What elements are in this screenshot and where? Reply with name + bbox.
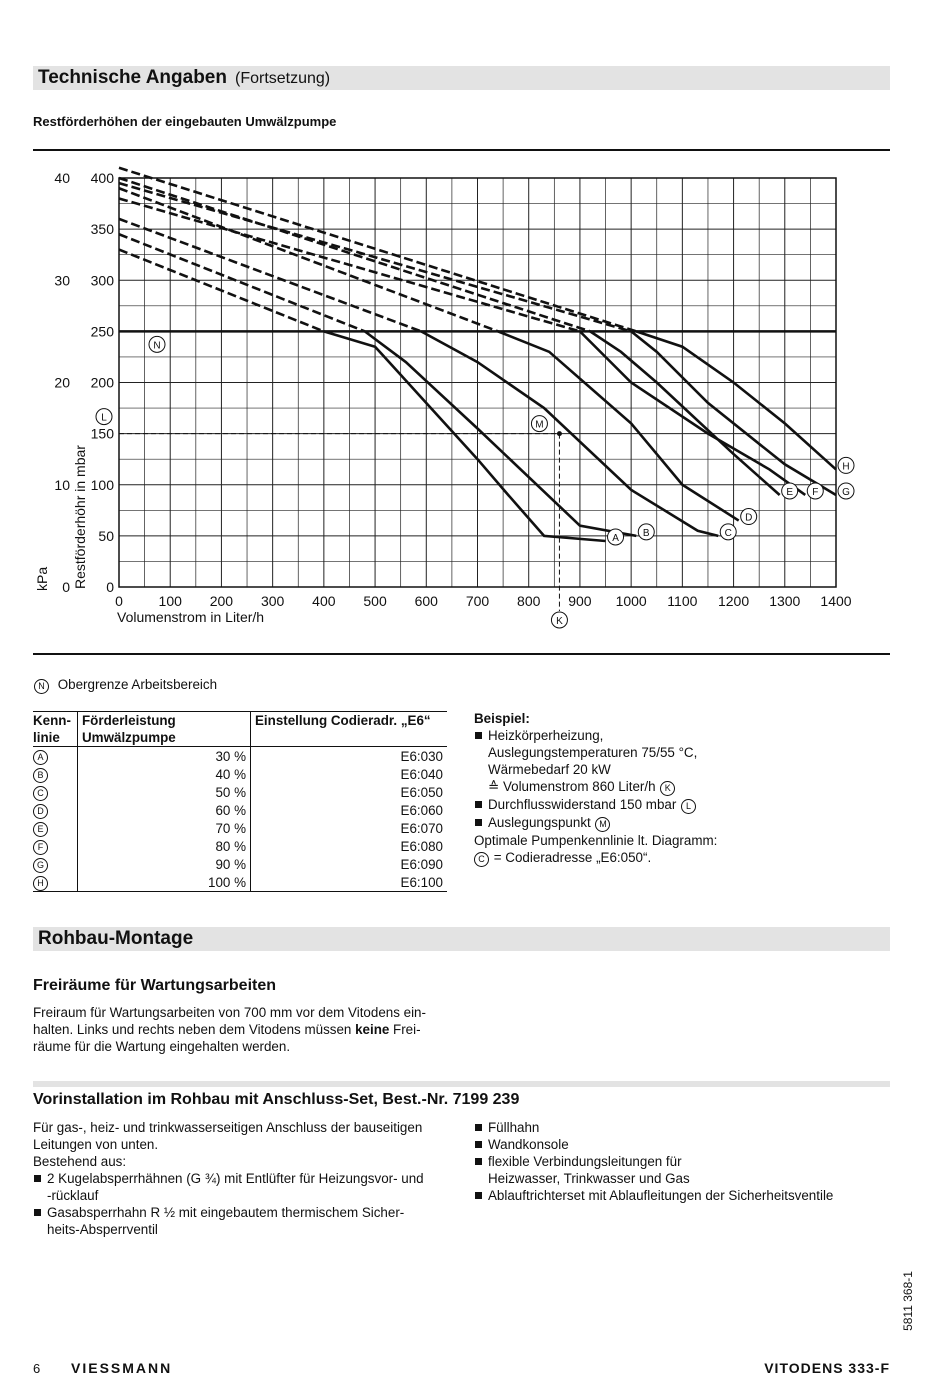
left-list-item-line: Gasabsperrhahn R ½ mit eingebautem thermischem Sicher- — [47, 1205, 405, 1220]
vorinstallation-rule — [33, 1081, 890, 1087]
chart-top-rule — [33, 149, 890, 151]
title-text: Technische Angaben — [38, 67, 227, 88]
series-b-mark-label: B — [642, 527, 650, 539]
example-point-mark-label: M — [535, 419, 544, 431]
example-item-1-line-3: Wärmebedarf 20 kW — [488, 762, 611, 777]
series-a-mark-label: A — [612, 532, 619, 544]
x-tick-label: 600 — [414, 593, 438, 609]
x-tick-label: 800 — [517, 593, 541, 609]
table-row — [33, 783, 447, 801]
brand-logo: VIESSMANN — [71, 1360, 173, 1376]
section-rohbau-title: Rohbau-Montage — [38, 928, 194, 949]
y-tick-label: 250 — [90, 323, 114, 340]
row-mark-circle: B — [33, 768, 48, 783]
y-tick-label: 100 — [90, 476, 114, 493]
left-list-item-line: heits-Absperrventil — [47, 1222, 158, 1237]
volume-text: ≙ Volumenstrom 860 Liter/h — [488, 779, 656, 794]
row-mark — [33, 855, 78, 873]
legend-n-mark: N — [34, 679, 49, 694]
kennlinie-table-wrap — [33, 711, 447, 892]
freiraeume-line-3: räume für die Wartung eingehalten werden. — [33, 1039, 291, 1054]
series-c-dashed — [119, 219, 421, 331]
freiraeume-line-2-b: Frei- — [389, 1022, 421, 1037]
row-mark — [33, 873, 78, 892]
row-mark-circle: E — [33, 822, 48, 837]
x-tick-label: 900 — [568, 593, 592, 609]
vorinstallation-intro-1: Für gas-, heiz- und trinkwasserseitigen Anschluss der bauseitigen — [33, 1120, 423, 1135]
y2-tick-label: 30 — [54, 272, 70, 289]
row-code: E6:070 — [400, 820, 443, 836]
y2-tick-label: 20 — [54, 374, 70, 391]
example-title: Beispiel: — [474, 711, 530, 726]
mark-c: C — [474, 852, 489, 867]
example-conclusion-2 — [474, 849, 894, 867]
row-code: E6:050 — [400, 784, 443, 800]
example-item-3 — [474, 814, 894, 832]
example-conclusion-1: Optimale Pumpenkennlinie lt. Diagramm: — [474, 833, 718, 848]
row-code: E6:060 — [400, 802, 443, 818]
row-mark-circle: G — [33, 858, 48, 873]
table-row — [33, 855, 447, 873]
limit-line-mark-label: N — [153, 340, 161, 352]
header-bar — [33, 66, 890, 90]
legend-n — [33, 676, 217, 694]
mark-l: L — [681, 799, 696, 814]
y-tick-label: 350 — [90, 221, 114, 238]
product-name: VITODENS 333-F — [764, 1360, 890, 1376]
y-tick-label: 150 — [90, 425, 114, 442]
y2-tick-label: 40 — [54, 170, 70, 186]
series-c-mark-label: C — [724, 527, 732, 539]
freiraeume-text — [33, 1004, 463, 1055]
table-row — [33, 837, 447, 855]
freiraeume-line-1: Freiraum für Wartungsarbeiten von 700 mm vor dem Vitodens ein- — [33, 1005, 426, 1020]
example-block — [474, 710, 894, 867]
y-tick-label: 200 — [90, 374, 114, 391]
vorinstallation-intro-3: Bestehend aus: — [33, 1154, 127, 1169]
y-tick-label: 300 — [90, 272, 114, 289]
row-mark — [33, 747, 78, 766]
series-b-dashed — [119, 234, 365, 331]
row-code: E6:040 — [400, 766, 443, 782]
mark-m: M — [595, 817, 610, 832]
th-einstellung: Einstellung Codieradr. „E6“ — [255, 713, 431, 728]
row-pct: 50 % — [78, 783, 251, 801]
th-kennlinie: Kenn- linie — [33, 713, 71, 745]
example-point — [557, 431, 562, 436]
doc-number-wrap — [897, 1268, 917, 1340]
x-tick-label: 400 — [312, 593, 336, 609]
row-pct: 90 % — [78, 855, 251, 873]
series-h-dashed — [119, 168, 636, 332]
title-subtitle: (Fortsetzung) — [234, 70, 331, 87]
example-item-3-text: Auslegungspunkt — [488, 815, 591, 830]
mark-k: K — [660, 781, 675, 796]
row-pct: 30 % — [78, 747, 251, 766]
x-axis-label: Volumenstrom in Liter/h — [117, 609, 265, 625]
example-item-1-line-1: Heizkörperheizung, — [488, 728, 604, 743]
y2-axis-label: kPa — [34, 566, 50, 591]
right-list-item — [474, 1153, 894, 1187]
chart-heading: Restförderhöhen der eingebauten Umwälzpumpe — [33, 114, 337, 129]
example-item-1-line-4 — [488, 778, 894, 796]
example-item-1 — [474, 727, 894, 796]
left-list-item — [33, 1204, 463, 1238]
table-row — [33, 747, 447, 766]
x-tick-label: 700 — [465, 593, 490, 609]
x-tick-label: 300 — [260, 593, 285, 609]
vorinstallation-left-list — [33, 1170, 463, 1238]
row-mark — [33, 783, 78, 801]
right-list-item-line: Wandkonsole — [488, 1137, 569, 1152]
example-conclusion-2-text: = Codieradresse „E6:050“. — [493, 850, 652, 865]
right-list-item-line: flexible Verbindungsleitungen für — [488, 1154, 682, 1169]
x-tick-label: 1300 — [769, 593, 801, 609]
y-axis-label: Restförderhöhr in mbar — [72, 445, 88, 589]
y-tick-label: 50 — [98, 527, 114, 544]
example-y-mark-label: L — [101, 412, 107, 424]
row-mark-circle: C — [33, 786, 48, 801]
row-pct: 60 % — [78, 801, 251, 819]
left-list-item-line: 2 Kugelabsperrhähnen (G ¾) mit Entlüfter für Heizungsvor- und — [47, 1171, 424, 1186]
th-foerderleistung: Förderleistung Umwälzpumpe — [78, 712, 251, 747]
example-item-1-line-2: Auslegungstemperaturen 75/55 °C, — [488, 745, 698, 760]
x-tick-label: 200 — [209, 593, 234, 609]
freiraeume-line-2-bold: keine — [355, 1022, 390, 1037]
row-mark — [33, 837, 78, 855]
series-e-mark-label: E — [786, 486, 794, 498]
row-pct: 80 % — [78, 837, 251, 855]
chart-bottom-rule — [33, 653, 890, 655]
y-tick-label: 0 — [106, 579, 114, 595]
x-tick-label: 0 — [115, 593, 123, 609]
x-tick-label: 1100 — [667, 593, 698, 609]
row-mark-circle: F — [33, 840, 48, 855]
table-row — [33, 801, 447, 819]
y2-tick-label: 0 — [62, 579, 70, 595]
row-code: E6:100 — [400, 874, 443, 890]
page-title — [33, 66, 890, 91]
table-row — [33, 873, 447, 892]
right-list-item-line: Füllhahn — [488, 1120, 540, 1135]
series-g-mark-label: G — [842, 486, 850, 498]
x-tick-label: 500 — [363, 593, 387, 609]
freiraeume-line-2 — [33, 1021, 463, 1038]
x-tick-label: 100 — [158, 593, 182, 609]
example-item-2 — [474, 796, 894, 814]
series-f-mark-label: F — [812, 486, 819, 498]
row-pct: 100 % — [78, 873, 251, 892]
x-tick-label: 1200 — [717, 593, 750, 609]
right-list-item-line: Heizwasser, Trinkwasser und Gas — [488, 1171, 690, 1186]
right-list-item-line: Ablauftrichterset mit Ablaufleitungen der Sicherheitsventile — [488, 1188, 834, 1203]
example-item-2-text: Durchflusswiderstand 150 mbar — [488, 797, 677, 812]
freiraeume-title: Freiräume für Wartungsarbeiten — [33, 977, 277, 994]
x-tick-label: 1000 — [615, 593, 647, 609]
example-x-mark-label: K — [556, 616, 563, 627]
legend-n-text: Obergrenze Arbeitsbereich — [57, 677, 218, 692]
vorinstallation-intro-2: Leitungen von unten. — [33, 1137, 159, 1152]
left-list-item — [33, 1170, 463, 1204]
row-mark — [33, 801, 78, 819]
series-d-mark-label: D — [745, 512, 753, 524]
row-mark-circle: A — [33, 750, 48, 765]
row-code: E6:080 — [400, 838, 443, 854]
y-tick-label: 400 — [90, 170, 114, 186]
vorinstallation-right-list — [474, 1119, 894, 1204]
table-row — [33, 819, 447, 837]
kennlinie-table — [33, 711, 447, 892]
row-mark-circle: H — [33, 876, 48, 891]
right-list-item — [474, 1187, 894, 1204]
row-pct: 70 % — [78, 819, 251, 837]
page-number: 6 — [33, 1361, 41, 1376]
row-mark — [33, 765, 78, 783]
y2-tick-label: 10 — [54, 476, 70, 493]
row-code: E6:090 — [400, 856, 443, 872]
right-list-item — [474, 1119, 894, 1136]
row-mark-circle: D — [33, 804, 48, 819]
right-list-item — [474, 1136, 894, 1153]
row-mark — [33, 819, 78, 837]
row-pct: 40 % — [78, 765, 251, 783]
pump-curve-chart — [0, 160, 950, 640]
vorinstallation-left — [33, 1119, 463, 1238]
doc-number: 5811 368-1 — [901, 1271, 915, 1331]
series-h-mark-label: H — [842, 461, 850, 473]
series-d-dashed — [119, 188, 498, 331]
freiraeume-line-2-a: halten. Links und rechts neben dem Vitodens müssen — [33, 1022, 356, 1037]
vorinstallation-title: Vorinstallation im Rohbau mit Anschluss-Set, Best.-Nr. 7199 239 — [33, 1091, 520, 1108]
table-row — [33, 765, 447, 783]
section-rohbau-bar — [33, 927, 890, 951]
row-code: E6:030 — [400, 748, 443, 764]
x-tick-label: 1400 — [820, 593, 852, 609]
left-list-item-line: -rücklauf — [47, 1188, 99, 1203]
